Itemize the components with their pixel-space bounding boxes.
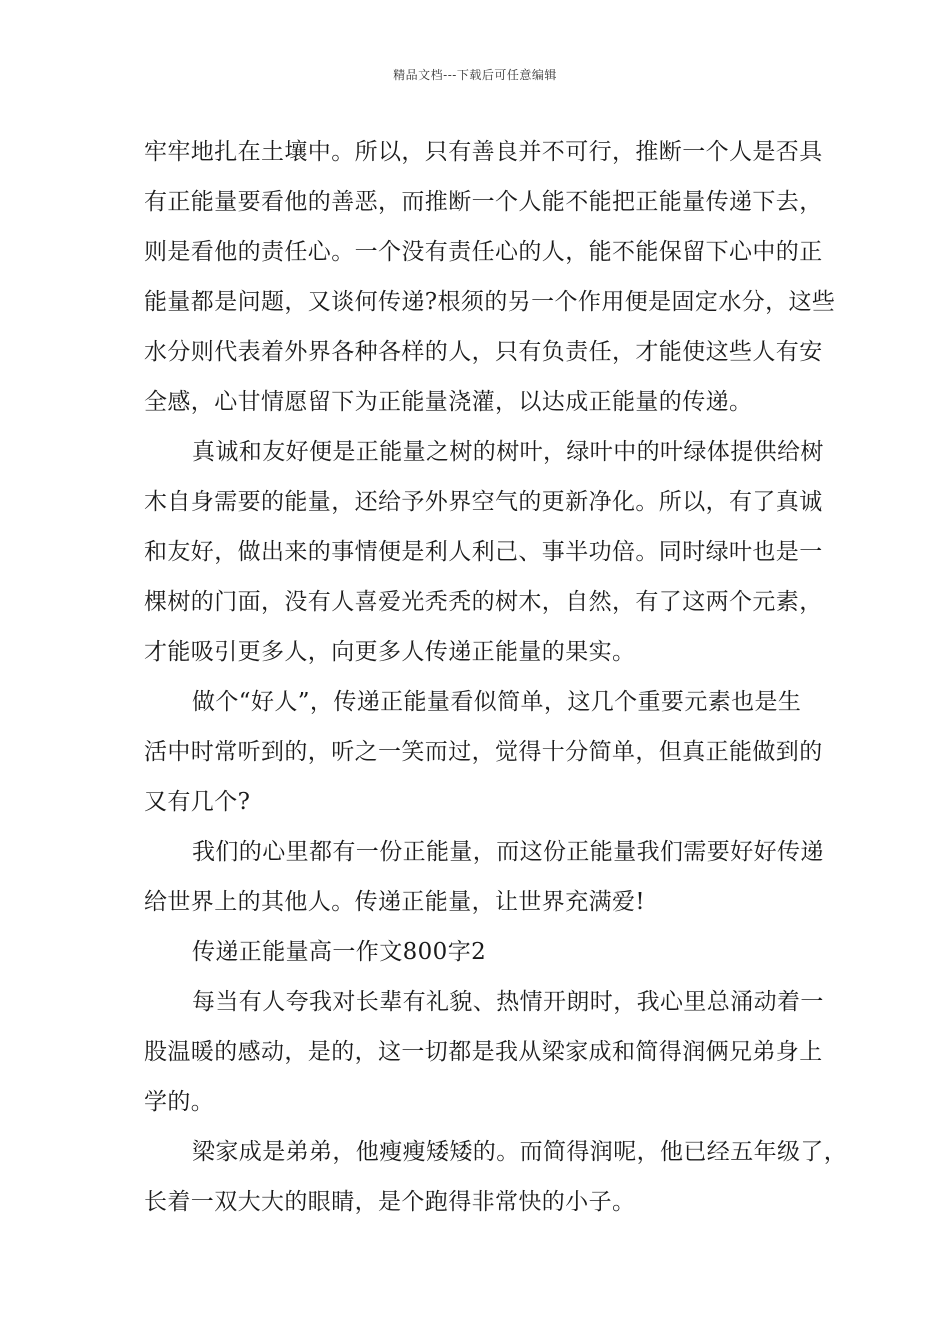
text-line: 又有几个? [144,789,251,815]
text-line: 能量都是问题，又谈何传递?根须的另一个作用便是固定水分，这些 [144,289,836,315]
paragraph [144,1127,848,1227]
text-line: 棵树的门面，没有人喜爱光秃秃的树木，自然，有了这两个元素， [144,589,823,615]
paragraph [144,677,823,827]
page-header: 精品文档---下载后可任意编辑 [393,68,557,82]
text-line: 股温暖的感动，是的，这一切都是我从梁家成和简得润俩兄弟身上 [144,1039,823,1065]
text-line: 才能吸引更多人，向更多人传递正能量的果实。 [144,639,636,665]
text-line: 牢牢地扎在土壤中。所以，只有善良并不可行，推断一个人是否具 [144,139,823,165]
text-line: 做个“好人”，传递正能量看似简单，这几个重要元素也是生 [192,689,802,715]
text-line: 我们的心里都有一份正能量，而这份正能量我们需要好好传递 [192,839,824,865]
paragraph [144,127,836,427]
document-body [144,127,848,1227]
text-line: 则是看他的责任心。一个没有责任心的人，能不能保留下心中的正 [144,239,823,265]
text-line: 和友好，做出来的事情便是利人利己、事半功倍。同时绿叶也是一 [144,539,823,565]
text-line: 木自身需要的能量，还给予外界空气的更新净化。所以，有了真诚 [144,489,823,515]
text-line: 有正能量要看他的善恶，而推断一个人能不能把正能量传递下去， [144,189,823,215]
paragraph [144,427,824,677]
text-line: 每当有人夸我对长辈有礼貌、热情开朗时，我心里总涌动着一 [192,989,824,1015]
text-line: 全感，心甘情愿留下为正能量浇灌，以达成正能量的传递。 [144,389,753,415]
paragraph [144,977,824,1127]
text-line: 学的。 [144,1089,215,1115]
text-line: 真诚和友好便是正能量之树的树叶，绿叶中的叶绿体提供给树 [192,439,824,465]
text-line: 传递正能量高一作文800字2 [192,939,487,965]
text-line: 梁家成是弟弟，他瘦瘦矮矮的。而简得润呢，他已经五年级了， [192,1139,848,1165]
paragraph [144,827,824,927]
section-heading [144,927,810,977]
text-line: 给世界上的其他人。传递正能量，让世界充满爱! [144,889,646,915]
text-line: 长着一双大大的眼睛，是个跑得非常快的小子。 [144,1189,636,1215]
text-line: 活中时常听到的，听之一笑而过，觉得十分简单，但真正能做到的 [144,739,823,765]
text-line: 水分则代表着外界各种各样的人，只有负责任，才能使这些人有安 [144,339,823,365]
